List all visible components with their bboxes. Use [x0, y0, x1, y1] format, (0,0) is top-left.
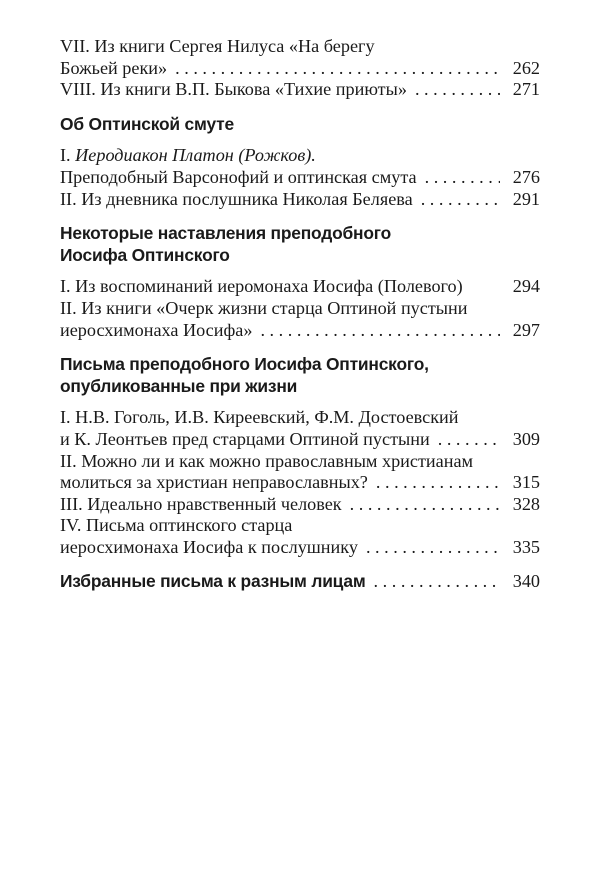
- section-heading-pisma-1: Письма преподобного Иосифа Оптинского,: [60, 354, 429, 375]
- toc-entry-text: и К. Леонтьев пред старцами Оптиной пустыни: [60, 428, 430, 449]
- dot-leader: [415, 79, 500, 101]
- dot-leader: [374, 571, 500, 593]
- toc-entry-s1-ii: [60, 189, 540, 211]
- toc-entry-text: III. Идеально нравственный человек: [60, 493, 342, 514]
- toc-entry-text: II. Можно ли и как можно православным христианам: [60, 450, 474, 471]
- dot-leader: [350, 494, 500, 516]
- dot-leader: [421, 189, 500, 211]
- dot-leader: [438, 429, 500, 451]
- toc-entry-s1-i-line1: [60, 145, 540, 167]
- page-number: 297: [512, 319, 540, 340]
- page-number: 309: [512, 428, 540, 449]
- toc-entry-viii: [60, 79, 540, 101]
- section-heading-smuta: Об Оптинской смуте: [60, 113, 234, 134]
- page-number: 291: [512, 188, 540, 209]
- toc-entry-text: I. Н.В. Гоголь, И.В. Киреевский, Ф.М. Достоевский: [60, 407, 459, 428]
- toc-entry-text: II. Из книги «Очерк жизни старца Оптиной пустыни: [60, 297, 468, 318]
- page-number: 294: [512, 276, 540, 297]
- toc-entry-vii-line2: [60, 58, 540, 80]
- section-heading-pisma-2: опубликованные при жизни: [60, 375, 298, 396]
- toc-entry-s2-ii-line2: [60, 320, 540, 342]
- page-number: 340: [512, 571, 540, 592]
- dot-leader: [260, 320, 500, 342]
- toc-entry-text: иеросхимонаха Иосифа»: [60, 319, 253, 340]
- toc-entry-s2-i: [60, 276, 540, 298]
- entry-number: I.: [60, 145, 76, 166]
- toc-entry-s3-i-line2: [60, 429, 540, 451]
- page-number: 315: [512, 472, 540, 493]
- toc-entry-selected-letters: [60, 571, 540, 593]
- dot-leader: [376, 472, 500, 494]
- dot-leader: [425, 167, 500, 189]
- toc-entry-s3-ii-line2: [60, 472, 540, 494]
- page-number: 276: [512, 166, 540, 187]
- entry-author: Иеродиакон Платон (Рожков).: [75, 145, 316, 166]
- page-number: 271: [512, 79, 540, 100]
- toc-entry-text: Божьей реки»: [60, 57, 168, 78]
- section-heading-nastavleniya-1: Некоторые наставления преподобного: [60, 223, 392, 244]
- toc-entry-s3-iv-line1: [60, 515, 540, 537]
- page-number: 335: [512, 536, 540, 557]
- section-heading-nastavleniya-2: Иосифа Оптинского: [60, 244, 230, 265]
- toc-entry-s3-i-line1: [60, 407, 540, 429]
- toc-entry-s2-ii-line1: [60, 298, 540, 320]
- toc-entry-text: II. Из дневника послушника Николая Беляева: [60, 188, 413, 209]
- toc-entry-s3-iv-line2: [60, 537, 540, 559]
- page-number: 262: [512, 57, 540, 78]
- dot-leader: [366, 537, 500, 559]
- toc-entry-text: IV. Письма оптинского старца: [60, 515, 293, 536]
- toc-entry-vii-line1: [60, 36, 540, 58]
- toc-entry-s3-iii: [60, 494, 540, 516]
- toc-entry-text: I. Из воспоминаний иеромонаха Иосифа (Полевого): [60, 276, 463, 297]
- toc-entry-text: молиться за христиан неправославных?: [60, 472, 368, 493]
- toc-entry-s3-ii-line1: [60, 451, 540, 473]
- toc-entry-text: VIII. Из книги В.П. Быкова «Тихие приюты»: [60, 79, 407, 100]
- toc-entry-text: VII. Из книги Сергея Нилуса «На берегу: [60, 36, 375, 56]
- toc-entry-text: Преподобный Варсонофий и оптинская смута: [60, 166, 417, 187]
- dot-leader: [175, 58, 500, 80]
- toc-entry-s1-i-line2: [60, 167, 540, 189]
- section-heading-izbrannye: Избранные письма к разным лицам: [60, 571, 366, 592]
- page-number: 328: [512, 493, 540, 514]
- toc-entry-text: иеросхимонаха Иосифа к послушнику: [60, 536, 358, 557]
